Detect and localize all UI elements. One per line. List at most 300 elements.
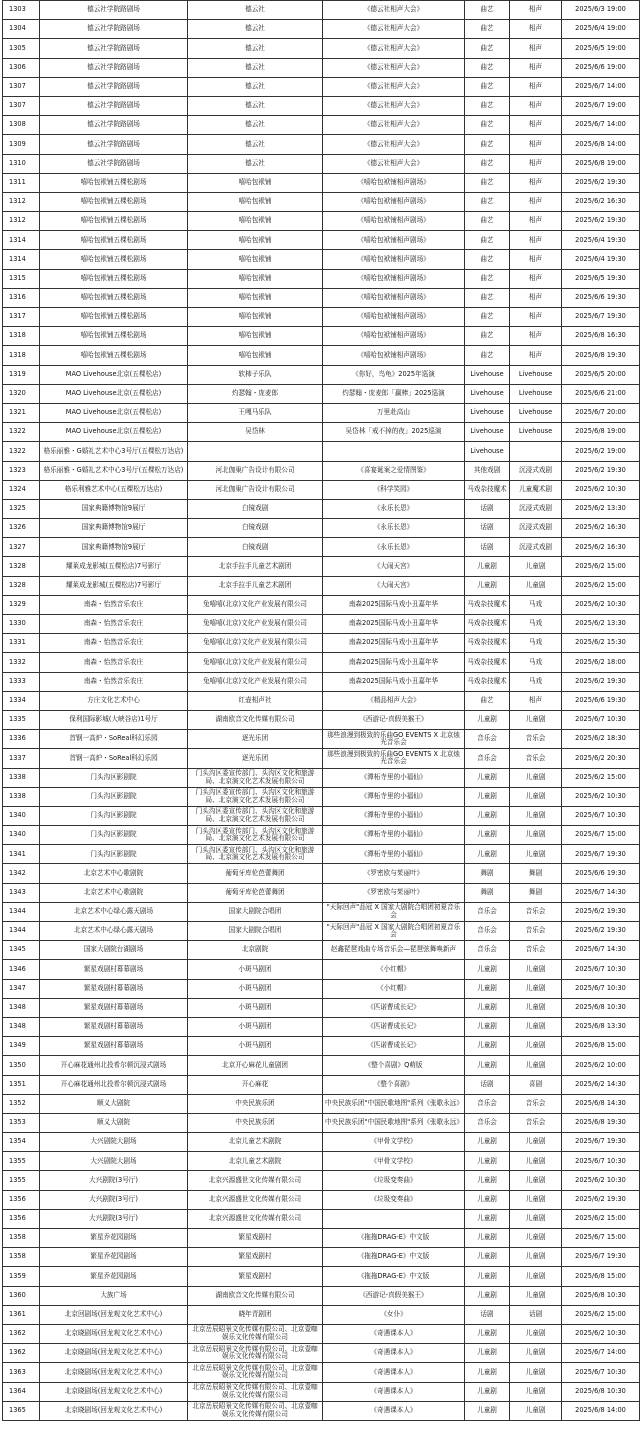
cell-id: 1320 xyxy=(3,384,40,403)
cell-id: 1323 xyxy=(3,461,40,480)
cell-venue: 国家典籍博物馆9展厅 xyxy=(40,538,188,557)
cell-organizer: 小斑马剧团 xyxy=(188,1037,323,1056)
cell-organizer: 德云社 xyxy=(188,58,323,77)
cell-datetime: 2025/6/2 20:30 xyxy=(562,749,640,768)
cell-subcategory: 儿童剧 xyxy=(510,1209,562,1228)
cell-datetime: 2025/6/2 10:00 xyxy=(562,1056,640,1075)
cell-datetime: 2025/6/2 10:30 xyxy=(562,1171,640,1190)
cell-organizer: 嘻哈包袱铺 xyxy=(188,192,323,211)
cell-subcategory: Livehouse xyxy=(510,423,562,442)
cell-datetime: 2025/6/2 16:30 xyxy=(562,538,640,557)
cell-title: 《德云社相声大会》 xyxy=(323,77,465,96)
cell-venue: 繁星乔花园剧场 xyxy=(40,1229,188,1248)
cell-category: 曲艺 xyxy=(465,116,510,135)
cell-category: 儿童剧 xyxy=(465,1171,510,1190)
table-row xyxy=(3,730,640,749)
cell-category: 曲艺 xyxy=(465,77,510,96)
cell-subcategory: 音乐会 xyxy=(510,1113,562,1132)
table-row xyxy=(3,1382,640,1401)
cell-venue: 北京晓剧场(回龙观文化艺术中心) xyxy=(40,1401,188,1420)
cell-venue: 耀莱成龙影城(五棵松店)7号影厅 xyxy=(40,576,188,595)
cell-venue: 嘻哈包袱铺五棵松剧场 xyxy=(40,288,188,307)
cell-datetime: 2025/6/7 14:00 xyxy=(562,116,640,135)
cell-id: 1345 xyxy=(3,941,40,960)
cell-datetime: 2025/6/8 14:30 xyxy=(562,1094,640,1113)
cell-organizer: 葡萄牙库伦芭蕾舞团 xyxy=(188,883,323,902)
cell-datetime: 2025/6/2 18:00 xyxy=(562,653,640,672)
cell-title: 《奇遇课本人》 xyxy=(323,1324,465,1343)
cell-title: 《潭柘寺里的小福仙》 xyxy=(323,806,465,825)
table-row xyxy=(3,442,640,461)
table-row xyxy=(3,826,640,845)
cell-venue: 繁星戏剧村幕幕剧场 xyxy=(40,960,188,979)
cell-id: 1307 xyxy=(3,96,40,115)
cell-category: 曲艺 xyxy=(465,346,510,365)
table-row xyxy=(3,135,640,154)
cell-id: 1315 xyxy=(3,269,40,288)
cell-datetime: 2025/6/2 19:30 xyxy=(562,461,640,480)
cell-id: 1306 xyxy=(3,58,40,77)
cell-venue: 德云社学院路剧场 xyxy=(40,116,188,135)
cell-subcategory: 儿童剧 xyxy=(510,787,562,806)
cell-organizer: 湖南欧音文化传媒有限公司 xyxy=(188,710,323,729)
cell-title: 吴岱林「戒不掉的夜」2025巡演 xyxy=(323,423,465,442)
cell-category: Livehouse xyxy=(465,423,510,442)
cell-datetime: 2025/6/7 10:30 xyxy=(562,960,640,979)
cell-category: 儿童剧 xyxy=(465,1209,510,1228)
table-row xyxy=(3,672,640,691)
cell-category: 话剧 xyxy=(465,1075,510,1094)
cell-id: 1316 xyxy=(3,288,40,307)
cell-title: 《大闹天宫》 xyxy=(323,557,465,576)
cell-category: Livehouse xyxy=(465,384,510,403)
table-row xyxy=(3,1171,640,1190)
cell-organizer: 德云社 xyxy=(188,77,323,96)
cell-id: 1355 xyxy=(3,1171,40,1190)
cell-id: 1350 xyxy=(3,1056,40,1075)
cell-subcategory: 儿童剧 xyxy=(510,1248,562,1267)
cell-organizer: 门头沟区委宣传部门、头沟区文化和旅游局、北京演文化艺术发展有限公司 xyxy=(188,806,323,825)
table-row xyxy=(3,519,640,538)
cell-datetime: 2025/6/7 19:00 xyxy=(562,96,640,115)
cell-organizer: 逐光乐团 xyxy=(188,749,323,768)
table-row xyxy=(3,576,640,595)
cell-id: 1356 xyxy=(3,1209,40,1228)
cell-subcategory: 儿童剧 xyxy=(510,806,562,825)
cell-title: 《潭柘寺里的小福仙》 xyxy=(323,845,465,864)
cell-datetime: 2025/6/7 10:30 xyxy=(562,806,640,825)
cell-id: 1352 xyxy=(3,1094,40,1113)
table-row xyxy=(3,154,640,173)
table-row xyxy=(3,423,640,442)
cell-title: 南森2025国际马戏小丑嘉年华 xyxy=(323,672,465,691)
cell-id: 1354 xyxy=(3,1133,40,1152)
cell-organizer: 北京岳辰昭景文化传媒有限公司、北京壹咖娱乐文化传媒有限公司 xyxy=(188,1363,323,1382)
cell-id: 1334 xyxy=(3,691,40,710)
cell-datetime: 2025/6/7 14:00 xyxy=(562,77,640,96)
cell-title: "天际回声"品冠 X 国家大剧院合唱团初夏音乐会 xyxy=(323,902,465,921)
cell-subcategory: 儿童剧 xyxy=(510,1286,562,1305)
cell-datetime: 2025/6/8 10:30 xyxy=(562,998,640,1017)
cell-id: 1318 xyxy=(3,346,40,365)
cell-subcategory: 儿童剧 xyxy=(510,1190,562,1209)
cell-venue: 嘻哈包袱铺五棵松剧场 xyxy=(40,231,188,250)
cell-venue: 大兴剧院大剧场 xyxy=(40,1133,188,1152)
cell-datetime: 2025/6/8 19:30 xyxy=(562,346,640,365)
cell-datetime: 2025/6/2 16:30 xyxy=(562,192,640,211)
cell-datetime: 2025/6/7 10:30 xyxy=(562,710,640,729)
cell-datetime: 2025/6/2 15:00 xyxy=(562,576,640,595)
cell-subcategory: 相声 xyxy=(510,96,562,115)
cell-title: 《奇遇课本人》 xyxy=(323,1344,465,1363)
cell-venue: 嘻哈包袱铺五棵松剧场 xyxy=(40,212,188,231)
table-row xyxy=(3,1324,640,1343)
cell-title: 中央民族乐团"中国民歌地图"系列《张歌永远》 xyxy=(323,1094,465,1113)
cell-id: 1310 xyxy=(3,154,40,173)
table-row xyxy=(3,979,640,998)
cell-title: 南森2025国际马戏小丑嘉年华 xyxy=(323,615,465,634)
cell-datetime: 2025/6/8 19:00 xyxy=(562,423,640,442)
cell-title: 南森2025国际马戏小丑嘉年华 xyxy=(323,653,465,672)
cell-subcategory: 相声 xyxy=(510,20,562,39)
cell-datetime: 2025/6/8 19:30 xyxy=(562,1113,640,1132)
cell-category: 音乐会 xyxy=(465,1094,510,1113)
cell-category: 儿童剧 xyxy=(465,1248,510,1267)
cell-organizer: 小斑马剧团 xyxy=(188,998,323,1017)
cell-organizer: 中央民族乐团 xyxy=(188,1113,323,1132)
table-row xyxy=(3,231,640,250)
cell-id: 1312 xyxy=(3,192,40,211)
cell-category: 儿童剧 xyxy=(465,1344,510,1363)
table-row xyxy=(3,806,640,825)
cell-organizer: 灼瑟翰・庞麦郎 xyxy=(188,384,323,403)
cell-category: 儿童剧 xyxy=(465,979,510,998)
cell-title: 赵鑫琵琶戏曲专场音乐会—琵琶弦舞唤新声 xyxy=(323,941,465,960)
cell-id: 1355 xyxy=(3,1152,40,1171)
cell-organizer: 繁星戏剧村 xyxy=(188,1267,323,1286)
cell-venue: 保利国际影城(大峡谷店)1号厅 xyxy=(40,710,188,729)
cell-venue: MAO Livehouse北京(五棵松店) xyxy=(40,423,188,442)
cell-title: 《西游记-真假美猴王》 xyxy=(323,1286,465,1305)
cell-organizer: 门头沟区委宣传部门、头沟区文化和旅游局、北京演文化艺术发展有限公司 xyxy=(188,826,323,845)
cell-category: 曲艺 xyxy=(465,173,510,192)
table-row xyxy=(3,1,640,20)
cell-venue: 开心麻花通州北投希尔顿沉浸式剧场 xyxy=(40,1056,188,1075)
cell-title: 《匹诺曹成长记》 xyxy=(323,1017,465,1036)
cell-subcategory: 相声 xyxy=(510,269,562,288)
table-body xyxy=(3,1,640,1421)
cell-id: 1344 xyxy=(3,922,40,941)
cell-id: 1340 xyxy=(3,826,40,845)
cell-subcategory: 儿童剧 xyxy=(510,960,562,979)
cell-datetime: 2025/6/6 21:00 xyxy=(562,384,640,403)
cell-datetime: 2025/6/2 18:30 xyxy=(562,730,640,749)
cell-venue: 国家典籍博物馆9展厅 xyxy=(40,499,188,518)
cell-title: 南森2025国际马戏小丑嘉年华 xyxy=(323,634,465,653)
cell-venue: 嘻哈包袱铺五棵松剧场 xyxy=(40,173,188,192)
cell-category: 话剧 xyxy=(465,1305,510,1324)
cell-subcategory: 儿童剧 xyxy=(510,1056,562,1075)
cell-category: 曲艺 xyxy=(465,308,510,327)
cell-id: 1341 xyxy=(3,845,40,864)
cell-category: 儿童剧 xyxy=(465,576,510,595)
cell-venue: 嘻哈包袱铺五棵松剧场 xyxy=(40,327,188,346)
cell-organizer: 门头沟区委宣传部门、头沟区文化和旅游局、北京演文化艺术发展有限公司 xyxy=(188,845,323,864)
table-row xyxy=(3,1248,640,1267)
cell-datetime: 2025/6/2 15:00 xyxy=(562,768,640,787)
cell-subcategory: 喜剧 xyxy=(510,1075,562,1094)
cell-venue: 大族广场 xyxy=(40,1286,188,1305)
cell-subcategory: 舞剧 xyxy=(510,864,562,883)
cell-organizer: 北京儿童艺术剧院 xyxy=(188,1133,323,1152)
cell-category: 儿童剧 xyxy=(465,1133,510,1152)
cell-datetime: 2025/6/8 13:30 xyxy=(562,1017,640,1036)
cell-category: 儿童剧 xyxy=(465,1229,510,1248)
cell-organizer: 湖南欧音文化传媒有限公司 xyxy=(188,1286,323,1305)
cell-category: 曲艺 xyxy=(465,192,510,211)
table-row xyxy=(3,116,640,135)
cell-id: 1353 xyxy=(3,1113,40,1132)
cell-subcategory: 音乐会 xyxy=(510,1094,562,1113)
cell-id: 1319 xyxy=(3,365,40,384)
cell-category: 话剧 xyxy=(465,519,510,538)
cell-title: 《西游记-真假美猴王》 xyxy=(323,710,465,729)
table-row xyxy=(3,96,640,115)
cell-title: 《德云社相声大会》 xyxy=(323,58,465,77)
cell-subcategory: 儿童剧 xyxy=(510,1382,562,1401)
cell-category: 儿童剧 xyxy=(465,826,510,845)
cell-category: 儿童剧 xyxy=(465,710,510,729)
cell-title: 《德云社相声大会》 xyxy=(323,116,465,135)
cell-category: 马戏杂技魔术 xyxy=(465,595,510,614)
cell-id: 1304 xyxy=(3,20,40,39)
table-row xyxy=(3,1286,640,1305)
cell-subcategory: 相声 xyxy=(510,250,562,269)
cell-organizer: 北京岳辰昭景文化传媒有限公司、北京壹咖娱乐文化传媒有限公司 xyxy=(188,1382,323,1401)
cell-subcategory: 儿童剧 xyxy=(510,1152,562,1171)
cell-id: 1331 xyxy=(3,634,40,653)
cell-category: Livehouse xyxy=(465,442,510,461)
cell-venue: 德云社学院路剧场 xyxy=(40,58,188,77)
cell-category: 儿童剧 xyxy=(465,1401,510,1420)
cell-title: 《拖拖DRAG-E》中文版 xyxy=(323,1229,465,1248)
cell-category: 马戏杂技魔术 xyxy=(465,653,510,672)
cell-title: 《潭柘寺里的小福仙》 xyxy=(323,826,465,845)
cell-venue: 德云社学院路剧场 xyxy=(40,39,188,58)
cell-subcategory: 相声 xyxy=(510,116,562,135)
cell-organizer: 德云社 xyxy=(188,20,323,39)
cell-subcategory: 相声 xyxy=(510,288,562,307)
cell-id: 1328 xyxy=(3,576,40,595)
cell-venue: 国家典籍博物馆9展厅 xyxy=(40,519,188,538)
cell-organizer: 晓年青剧团 xyxy=(188,1305,323,1324)
cell-datetime: 2025/6/5 19:30 xyxy=(562,269,640,288)
cell-id: 1303 xyxy=(3,1,40,20)
cell-id: 1336 xyxy=(3,730,40,749)
cell-datetime: 2025/6/2 10:30 xyxy=(562,480,640,499)
cell-id: 1333 xyxy=(3,672,40,691)
cell-title: 《罗密欧与茱丽叶》 xyxy=(323,883,465,902)
cell-datetime: 2025/6/8 14:00 xyxy=(562,135,640,154)
cell-category: Livehouse xyxy=(465,403,510,422)
cell-datetime: 2025/6/7 14:30 xyxy=(562,883,640,902)
cell-datetime: 2025/6/2 15:00 xyxy=(562,1305,640,1324)
cell-subcategory: 音乐会 xyxy=(510,922,562,941)
cell-organizer: 门头沟区委宣传部门、头沟区文化和旅游局、北京演文化艺术发展有限公司 xyxy=(188,787,323,806)
cell-category: 曲艺 xyxy=(465,58,510,77)
cell-id: 1318 xyxy=(3,327,40,346)
cell-subcategory: 相声 xyxy=(510,231,562,250)
cell-organizer: 德云社 xyxy=(188,135,323,154)
cell-subcategory: 相声 xyxy=(510,192,562,211)
cell-venue: 耀莱成龙影城(五棵松店)7号影厅 xyxy=(40,557,188,576)
cell-title: 《奇遇课本人》 xyxy=(323,1363,465,1382)
cell-title: 《垃圾变奏曲》 xyxy=(323,1171,465,1190)
cell-category: 儿童剧 xyxy=(465,845,510,864)
cell-subcategory: 儿童剧 xyxy=(510,1017,562,1036)
cell-title: 《小红帽》 xyxy=(323,979,465,998)
table-row xyxy=(3,1344,640,1363)
cell-venue: 首钢一高炉・SoReal科幻乐园 xyxy=(40,730,188,749)
cell-title: 《匹诺曹成长记》 xyxy=(323,1037,465,1056)
table-row xyxy=(3,20,640,39)
cell-subcategory: 儿童剧 xyxy=(510,979,562,998)
table-row xyxy=(3,192,640,211)
cell-organizer: 王嘎马乐队 xyxy=(188,403,323,422)
cell-venue: 德云社学院路剧场 xyxy=(40,96,188,115)
cell-title: 《嘻哈包袱铺相声剧场》 xyxy=(323,327,465,346)
cell-title: 《小红帽》 xyxy=(323,960,465,979)
cell-datetime: 2025/6/2 19:30 xyxy=(562,173,640,192)
cell-venue: 北京艺术中心绿心露天剧场 xyxy=(40,922,188,941)
cell-subcategory: Livehouse xyxy=(510,403,562,422)
cell-organizer: 嘻哈包袱铺 xyxy=(188,231,323,250)
table-row xyxy=(3,173,640,192)
cell-venue: 北京晓剧场(回龙观文化艺术中心) xyxy=(40,1382,188,1401)
cell-subcategory: Livehouse xyxy=(510,384,562,403)
cell-title: 《拖拖DRAG-E》中文版 xyxy=(323,1267,465,1286)
cell-title: 《德云社相声大会》 xyxy=(323,96,465,115)
cell-subcategory: 马戏 xyxy=(510,672,562,691)
cell-subcategory: 儿童剧 xyxy=(510,1267,562,1286)
table-row xyxy=(3,1229,640,1248)
cell-organizer: 河北伽巢广告设计有限公司 xyxy=(188,480,323,499)
cell-subcategory: 相声 xyxy=(510,173,562,192)
cell-id: 1346 xyxy=(3,960,40,979)
cell-organizer: 北京兴源盛世文化传媒有限公司 xyxy=(188,1209,323,1228)
cell-id: 1348 xyxy=(3,998,40,1017)
cell-id: 1317 xyxy=(3,308,40,327)
cell-organizer: 软柿子乐队 xyxy=(188,365,323,384)
cell-organizer: 白镜戏剧 xyxy=(188,519,323,538)
cell-id: 1326 xyxy=(3,519,40,538)
cell-title: 南森2025国际马戏小丑嘉年华 xyxy=(323,595,465,614)
table-row xyxy=(3,250,640,269)
cell-datetime: 2025/6/6 19:30 xyxy=(562,691,640,710)
cell-datetime: 2025/6/5 19:00 xyxy=(562,39,640,58)
cell-venue: 格乐丽雅・G婚礼艺术中心3号厅(五棵松万达店) xyxy=(40,442,188,461)
cell-datetime: 2025/6/8 15:00 xyxy=(562,1037,640,1056)
cell-title: 《匹诺曹成长记》 xyxy=(323,998,465,1017)
cell-category: 儿童剧 xyxy=(465,787,510,806)
cell-organizer: 北京手拉手儿童艺术剧团 xyxy=(188,576,323,595)
cell-datetime: 2025/6/2 10:30 xyxy=(562,595,640,614)
cell-venue: 北京晓剧场(回龙观文化艺术中心) xyxy=(40,1363,188,1382)
cell-id: 1337 xyxy=(3,749,40,768)
table-row xyxy=(3,1209,640,1228)
cell-title: "天际回声"品冠 X 国家大剧院合唱团初夏音乐会 xyxy=(323,922,465,941)
cell-organizer: 北京岳辰昭景文化传媒有限公司、北京壹咖娱乐文化传媒有限公司 xyxy=(188,1324,323,1343)
table-row xyxy=(3,845,640,864)
cell-category: 曲艺 xyxy=(465,250,510,269)
performance-schedule-table xyxy=(2,0,640,1421)
table-row xyxy=(3,1037,640,1056)
table-row xyxy=(3,634,640,653)
cell-id: 1358 xyxy=(3,1229,40,1248)
cell-subcategory: Livehouse xyxy=(510,365,562,384)
cell-venue: 北京回剧场(回龙观文化艺术中心) xyxy=(40,1305,188,1324)
cell-venue: 南森・怡然音乐农庄 xyxy=(40,653,188,672)
cell-datetime: 2025/6/8 19:00 xyxy=(562,154,640,173)
cell-subcategory: 儿童剧 xyxy=(510,557,562,576)
table-row xyxy=(3,768,640,787)
cell-id: 1343 xyxy=(3,883,40,902)
cell-datetime: 2025/6/2 19:30 xyxy=(562,212,640,231)
cell-id: 1356 xyxy=(3,1190,40,1209)
cell-datetime: 2025/6/7 20:00 xyxy=(562,403,640,422)
cell-id: 1362 xyxy=(3,1344,40,1363)
cell-organizer: 德云社 xyxy=(188,1,323,20)
cell-subcategory: 相声 xyxy=(510,135,562,154)
cell-subcategory: 儿童剧 xyxy=(510,826,562,845)
table-row xyxy=(3,1267,640,1286)
cell-subcategory: 儿童剧 xyxy=(510,1401,562,1420)
cell-datetime: 2025/6/3 19:00 xyxy=(562,1,640,20)
cell-title: 《罗密欧与茱丽叶》 xyxy=(323,864,465,883)
cell-title: 《永乐长恩》 xyxy=(323,519,465,538)
cell-category: 曲艺 xyxy=(465,288,510,307)
cell-category: 儿童剧 xyxy=(465,1152,510,1171)
cell-title: 《嘻哈包袱铺相声剧场》 xyxy=(323,173,465,192)
table-row xyxy=(3,902,640,921)
cell-id: 1321 xyxy=(3,403,40,422)
cell-id: 1349 xyxy=(3,1037,40,1056)
cell-id: 1364 xyxy=(3,1382,40,1401)
cell-organizer: 德云社 xyxy=(188,39,323,58)
table-row xyxy=(3,480,640,499)
table-row xyxy=(3,615,640,634)
table-row xyxy=(3,557,640,576)
cell-id: 1347 xyxy=(3,979,40,998)
cell-datetime: 2025/6/7 10:30 xyxy=(562,1152,640,1171)
cell-venue: 繁星乔花园剧场 xyxy=(40,1267,188,1286)
cell-venue: 繁星戏剧村幕幕剧场 xyxy=(40,979,188,998)
cell-venue: 顺义大剧院 xyxy=(40,1094,188,1113)
cell-subcategory: 相声 xyxy=(510,58,562,77)
cell-category: 话剧 xyxy=(465,538,510,557)
table-row xyxy=(3,691,640,710)
cell-organizer: 德云社 xyxy=(188,154,323,173)
cell-organizer xyxy=(188,442,323,461)
cell-organizer: 国家大剧院合唱团 xyxy=(188,922,323,941)
cell-venue: MAO Livehouse北京(五棵松店) xyxy=(40,365,188,384)
cell-venue: 嘻哈包袱铺五棵松剧场 xyxy=(40,308,188,327)
cell-organizer: 红壶相声社 xyxy=(188,691,323,710)
cell-subcategory: 儿童剧 xyxy=(510,1344,562,1363)
cell-category: 儿童剧 xyxy=(465,768,510,787)
table-row xyxy=(3,941,640,960)
cell-subcategory: 相声 xyxy=(510,1,562,20)
